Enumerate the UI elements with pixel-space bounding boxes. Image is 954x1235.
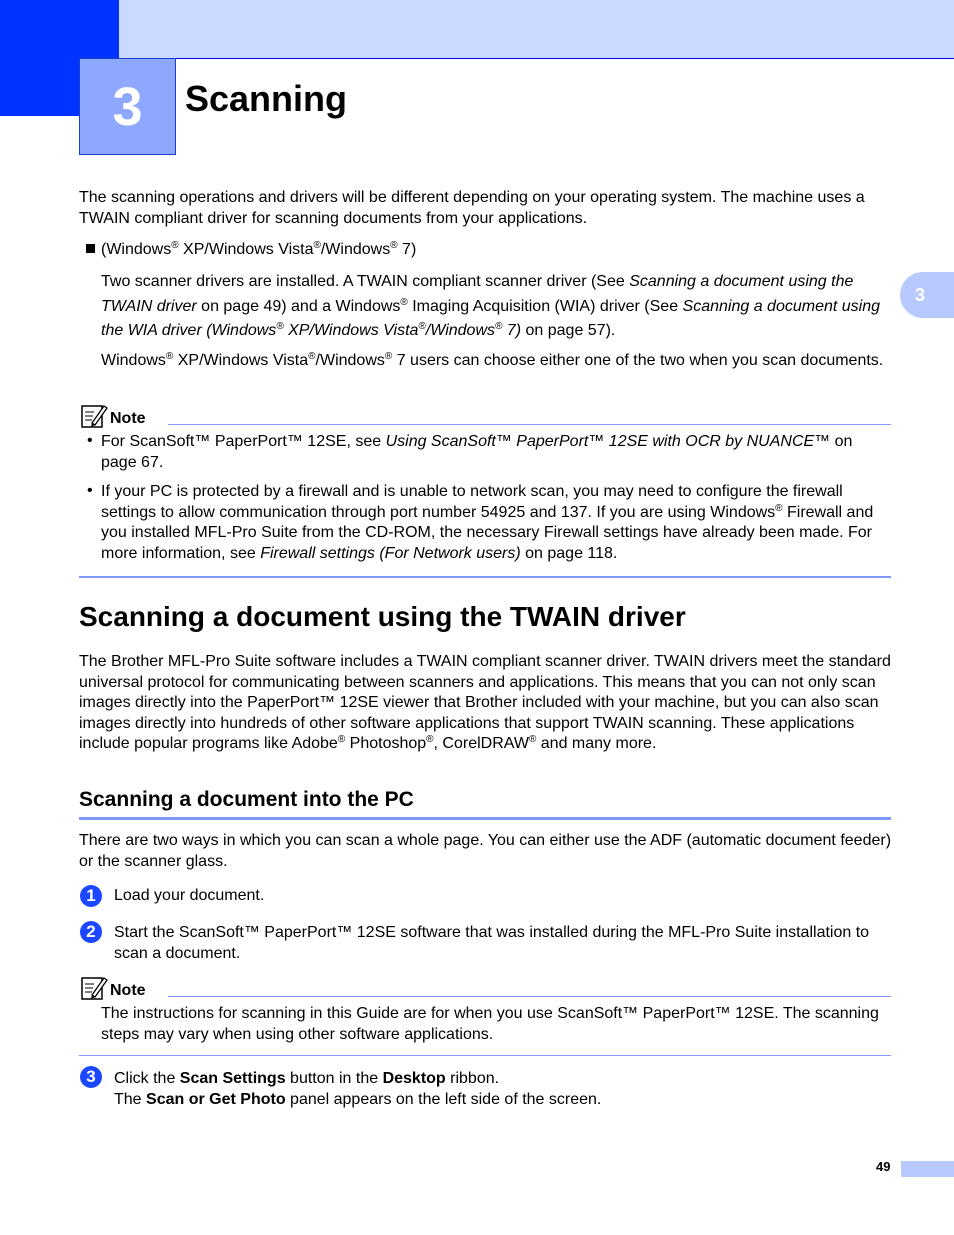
section-heading: Scanning a document using the TWAIN driver bbox=[79, 601, 686, 632]
step-1-badge: 1 bbox=[80, 885, 102, 907]
drivers-paragraph: Two scanner drivers are installed. A TWAIN compliant scanner driver (See Scanning a document using the TWAIN driver on page 49) and a Windows® Imaging Acquisition (WIA) driver (See Scanning a document using the WIA driver (Windows® XP/Windows Vista®/Windows® 7) on page 57). bbox=[101, 273, 881, 339]
subsection-heading: Scanning a document into the PC bbox=[79, 788, 414, 811]
link-firewall[interactable]: Firewall settings (For Network users) bbox=[260, 544, 521, 562]
note1-bullet-2: If your PC is protected by a firewall and is unable to network scan, you may need to configure the firewall settings to allow communication through port number 54925 and 137. If you are using Windows® Firewall and you installed MFL-Pro Suite from the CD-ROM, the necessary Firewall settings have already been made. For more information, see Firewall settings (For Network users) on page 118. bbox=[101, 483, 874, 562]
intro-paragraph: The scanning operations and drivers will be different depending on your operating system. The machine uses a TWAIN compliant driver for scanning documents from your applications. bbox=[79, 189, 865, 227]
bullet-dot: • bbox=[87, 432, 93, 449]
header-band bbox=[0, 0, 954, 59]
subsection-rule bbox=[79, 817, 891, 820]
step-1-text: Load your document. bbox=[114, 887, 265, 904]
page-number: 49 bbox=[876, 1159, 891, 1174]
side-tab[interactable]: 3 bbox=[900, 272, 954, 318]
step-2-text: Start the ScanSoft™ PaperPort™ 12SE software that was installed during the MFL-Pro Suite installation to scan a document. bbox=[114, 924, 870, 962]
os-bullet: (Windows® XP/Windows Vista®/Windows® 7) bbox=[86, 240, 898, 261]
note1-bullet-1: For ScanSoft™ PaperPort™ 12SE, see Using ScanSoft™ PaperPort™ 12SE with OCR by NUANCE™ on page 67. bbox=[101, 433, 853, 471]
note-label: Note bbox=[110, 410, 146, 427]
link-twain[interactable]: Scanning a document using the TWAIN driver bbox=[101, 273, 854, 315]
note-rule-top bbox=[168, 424, 891, 425]
users-paragraph: Windows® XP/Windows Vista®/Windows® 7 users can choose either one of the two when you scan documents. bbox=[101, 351, 884, 369]
note-label: Note bbox=[110, 982, 146, 999]
note-icon bbox=[80, 403, 108, 429]
page-tab bbox=[901, 1161, 954, 1177]
bullet-dot: • bbox=[87, 482, 93, 499]
note2-text: The instructions for scanning in this Guide are for when you use ScanSoft™ PaperPort™ 12SE. The scanning steps may vary when using other software applications. bbox=[101, 1005, 879, 1043]
link-paperport[interactable]: Using ScanSoft™ PaperPort™ 12SE with OCR by NUANCE™ bbox=[385, 433, 831, 450]
step-2-badge: 2 bbox=[80, 921, 102, 943]
step-3-text: Click the Scan Settings button in the Desktop ribbon. The Scan or Get Photo panel appears on the left side of the screen. bbox=[114, 1070, 602, 1108]
step-3-badge: 3 bbox=[80, 1066, 102, 1088]
note-rule-top bbox=[168, 996, 891, 997]
square-bullet-icon bbox=[86, 244, 95, 253]
subsection-paragraph: There are two ways in which you can scan a whole page. You can either use the ADF (automatic document feeder) or the scanner glass. bbox=[79, 832, 892, 870]
note-rule-bottom bbox=[79, 576, 891, 578]
chapter-number: 3 bbox=[79, 58, 176, 155]
chapter-title: Scanning bbox=[185, 78, 348, 119]
note-rule-bottom bbox=[79, 1055, 891, 1056]
section-paragraph: The Brother MFL-Pro Suite software includes a TWAIN compliant scanner driver. TWAIN drivers meet the standard universal protocol for communicating between scanners and applications. This means that you can not only scan images directly into the PaperPort™ 12SE viewer that Brother included with your machine, but you can also scan images directly into hundreds of other software applications that support TWAIN scanning. These applications include popular programs like Adobe® Photoshop®, CorelDRAW® and many more. bbox=[79, 653, 891, 752]
link-wia[interactable]: Scanning a document using the WIA driver (Windows® XP/Windows Vista®/Windows® 7) bbox=[101, 297, 881, 339]
note-icon bbox=[80, 975, 108, 1001]
